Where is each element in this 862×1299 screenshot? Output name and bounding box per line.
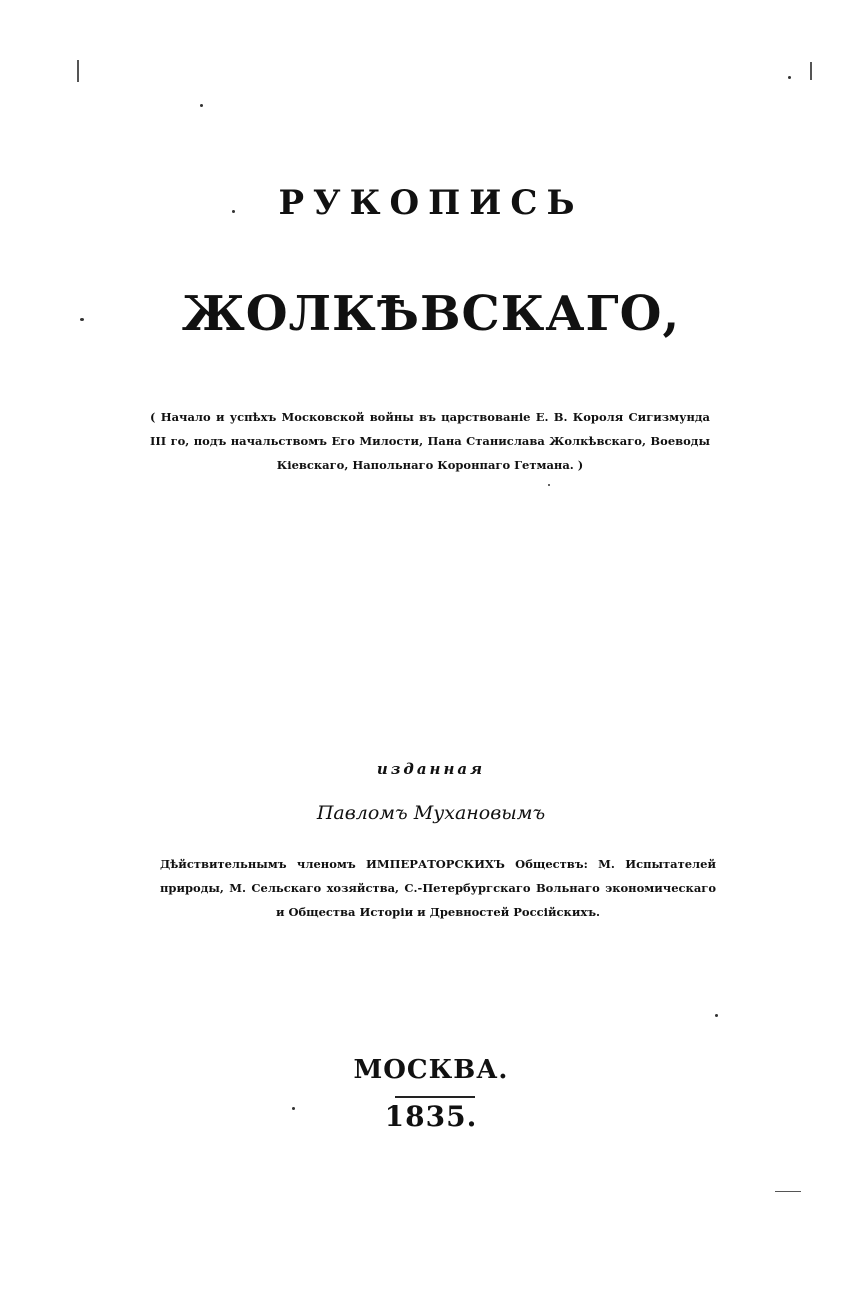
scan-edge-bottom-right xyxy=(775,1191,801,1192)
imprint-year: 1835. xyxy=(384,1100,478,1133)
scan-speck xyxy=(788,76,791,79)
scan-speck xyxy=(80,318,84,321)
scan-speck xyxy=(715,1014,718,1017)
published-label: изданная xyxy=(376,760,486,778)
title-line-1: РУКОПИСЬ xyxy=(278,183,584,223)
imprint-rule xyxy=(395,1096,475,1098)
editor-name: Павломъ Мухановымъ xyxy=(316,802,546,824)
title-line-2: ЖОЛКѢВСКАГО, xyxy=(181,286,681,342)
scan-speck xyxy=(292,1107,295,1110)
editor-affiliation: Дѣйствительнымъ членомъ ИМПЕРАТОРСКИХЪ Обществъ: М. Испытателей природы, М. Сельскаго хозяйства, С.-Петербургскаго Вольнаго экономическаго и Общества Исторіи и Древностей Россійскихъ. xyxy=(160,857,716,919)
scan-edge-right xyxy=(810,62,812,80)
scan-speck xyxy=(548,484,550,486)
scan-edge-left xyxy=(77,60,79,82)
scan-speck xyxy=(200,104,203,107)
imprint-city: МОСКВА. xyxy=(353,1055,509,1085)
subtitle: ( Начало и успѣхъ Московской войны въ царствованіе Е. В. Короля Сигизмунда III го, подъ начальствомъ Его Милости, Пана Станислава Жолкѣвскаго, Воеводы Кіевскаго, Напольнаго Коронпаго Гетмана. ) xyxy=(150,410,710,472)
scan-speck xyxy=(232,210,235,213)
